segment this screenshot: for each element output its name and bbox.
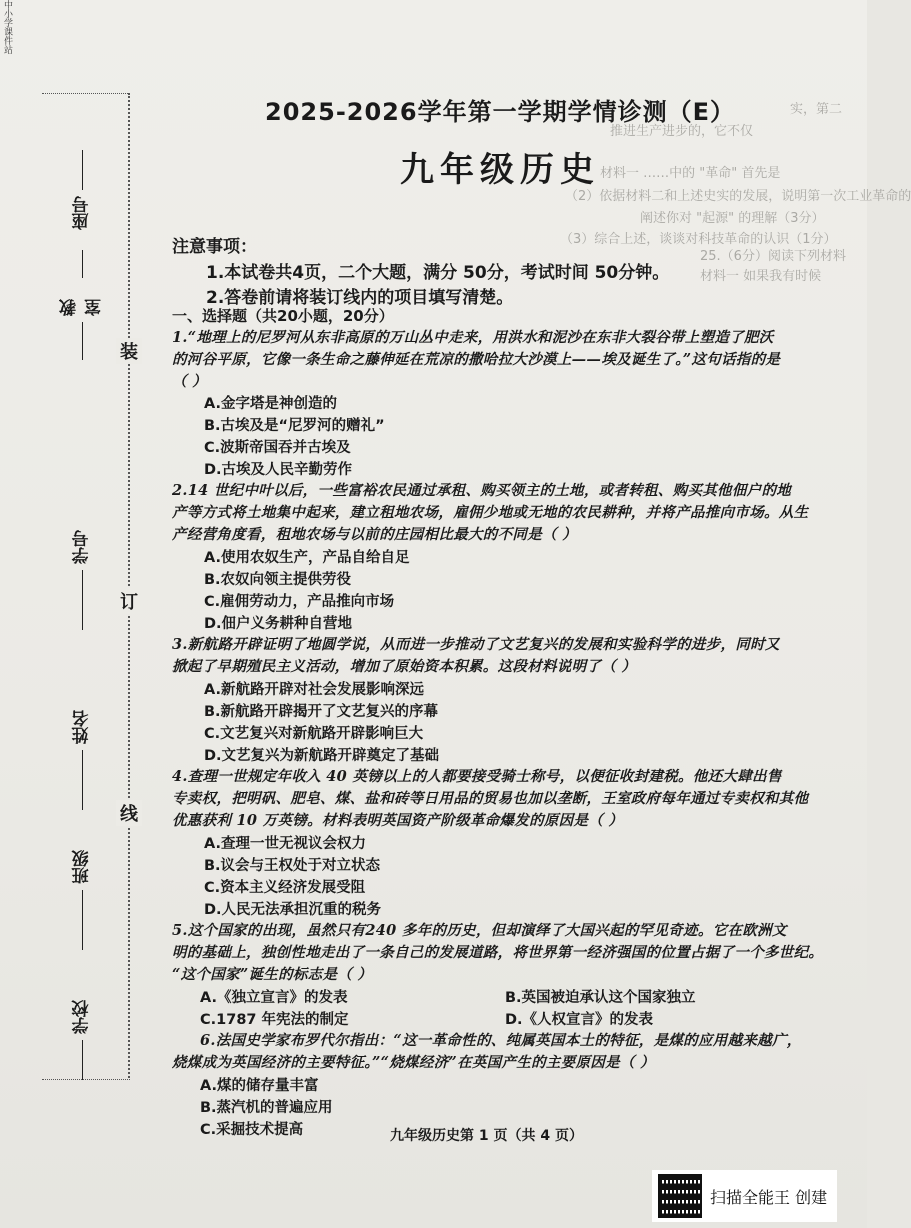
option[interactable]: D.文艺复兴为新航路开辟奠定了基础 [204,748,440,764]
option[interactable]: C.雇佣劳动力，产品推向市场 [204,594,395,610]
question-stem: 2.14 世纪中叶以后，一些富裕农民通过承租、购买领主的土地，或者转租、购买其他佃户的地 [172,482,792,499]
option[interactable]: B.新航路开辟揭开了文艺复兴的序幕 [204,704,439,720]
bleed-text: 阐述你对 "起源" 的理解（3分） [640,211,825,226]
option[interactable]: C.资本主义经济发展受阻 [204,880,366,896]
seat-field[interactable] [62,150,102,230]
option[interactable]: A.新航路开辟对社会发展影响深远 [204,682,424,698]
page-footer: 九年级历史第 1 页（共 4 页） [390,1128,583,1144]
question-stem: 掀起了早期殖民主义活动，增加了原始资本积累。这段材料说明了（ ） [172,658,637,675]
room-label: 教室 [60,299,105,317]
bleed-text: （3）综合上述，谈谈对科技革命的认识（1分） [560,232,837,247]
student-id-underline [81,570,83,630]
notice-item: 1.本试卷共4页，二个大题，满分 50分，考试时间 50分钟。 [206,263,670,283]
bleed-text: 材料一 ……中的 "革命" 首先是 [600,166,781,181]
option[interactable]: D.人民无法承担沉重的税务 [204,902,382,918]
option[interactable]: A.查理一世无视议会权力 [204,836,366,852]
option[interactable]: C.采掘技术提高 [200,1122,304,1138]
room-field[interactable] [60,250,105,360]
question-stem: 3.新航路开辟证明了地圆学说，从而进一步推动了文艺复兴的发展和实验科学的进步，同时又 [172,636,780,653]
question-stem: 烧煤成为英国经济的主要特征。”“烧煤经济”在英国产生的主要原因是（ ） [172,1054,655,1071]
name-field[interactable] [62,700,102,810]
option[interactable]: B.议会与王权处于对立状态 [204,858,381,874]
class-field[interactable] [62,840,102,950]
room-underline-2 [81,250,83,278]
school-field[interactable] [62,1000,102,1080]
scanner-label: 扫描全能王 创建 [710,1187,828,1207]
bleed-text: 25.（6分）阅读下列材料 [700,249,846,264]
option[interactable]: C.1787 年宪法的制定 [200,1012,349,1028]
option[interactable]: B.农奴向领主提供劳役 [204,572,352,588]
student-id-label: 学号 [72,530,93,564]
scanner-watermark [652,1170,837,1222]
name-underline [81,750,83,810]
binding-char: 订 [116,588,142,614]
question-stem: “这个国家”诞生的标志是（ ） [172,966,373,983]
binding-dotted-line [128,93,130,1078]
school-label: 学校 [72,1000,93,1034]
room-underline [81,322,83,360]
exam-subject: 九年级历史 [400,150,600,190]
option[interactable]: D.佃户义务耕种自营地 [204,616,353,632]
option[interactable]: C.文艺复兴对新航路开辟影响巨大 [204,726,424,742]
question-stem: 5.这个国家的出现，虽然只有240 多年的历史，但却演绎了大国兴起的罕见奇迹。它在欧洲文 [172,922,787,939]
seat-label: 座号 [72,196,93,230]
question-stem: 产等方式将土地集中起来，建立租地农场，雇佣少地或无地的农民耕种，并将产品推向市场。从生 [172,504,809,521]
corner-tag: 中小学课件站 [2,0,12,54]
notes-heading: 注意事项： [172,237,257,257]
section-heading: 一、选择题（共20小题，20分） [172,307,394,325]
question-stem: 6.法国史学家布罗代尔指出：“这一革命性的、纯属英国本土的特征，是煤的应用越来越广， [200,1032,802,1049]
option[interactable]: B.英国被迫承认这个国家独立 [505,990,696,1006]
question-stem: 4.查理一世规定年收入 40 英镑以上的人都要接受骑士称号，以便征收封建税。他还大肆出售 [172,768,782,785]
question-stem: 专卖权，把明矾、肥皂、煤、盐和砖等日用品的贸易也加以垄断，王室政府每年通过专卖权和其他 [172,790,809,807]
student-id-field[interactable] [62,520,102,630]
question-stem: 明的基础上，独创性地走出了一条自己的发展道路，将世界第一经济强国的位置占据了一个多世纪。 [172,944,824,961]
option[interactable]: C.波斯帝国吞并古埃及 [204,440,351,456]
question-stem: 的河谷平原，它像一条生命之藤伸延在荒凉的撒哈拉大沙漠上——埃及诞生了。”这句话指的是 [172,351,781,368]
bleed-text: 推进生产进步的，它不仅 [610,124,754,139]
option[interactable]: A.煤的储存量丰富 [200,1078,319,1094]
bleed-text: （2）依据材料二和上述史实的发展，说明第一次工业革命的 [565,189,911,204]
option[interactable]: A.金字塔是神创造的 [204,396,337,412]
name-label: 姓名 [72,710,93,744]
option[interactable]: B.蒸汽机的普遍应用 [200,1100,333,1116]
school-underline [81,1040,83,1080]
option[interactable]: D.《人权宣言》的发表 [505,1012,654,1028]
answer-bracket[interactable]: （ ） [172,373,207,390]
option[interactable]: B.古埃及是“尼罗河的赠礼” [204,418,385,434]
seat-underline [81,150,83,190]
option[interactable]: D.古埃及人民辛勤劳作 [204,462,353,478]
binding-char: 装 [116,338,142,364]
question-stem: 优惠获利 10 万英镑。材料表明英国资产阶级革命爆发的原因是（ ） [172,812,624,829]
option[interactable]: A.使用农奴生产，产品自给自足 [204,550,410,566]
notice-item: 2.答卷前请将装订线内的项目填写清楚。 [206,288,514,308]
class-label: 班级 [72,850,93,884]
question-stem: 产经营角度看，租地农场与以前的庄园相比最大的不同是（ ） [172,526,577,543]
bleed-text: 材料一 如果我有时候 [700,269,822,284]
bleed-text: 实，第二 [790,102,843,117]
class-underline [81,890,83,950]
question-stem: 1.“地理上的尼罗河从东非高原的万山丛中走来，用洪水和泥沙在东非大裂谷带上塑造了肥沃 [172,329,774,346]
exam-title: 2025-2026学年第一学期学情诊测（E） [265,98,735,126]
qr-code-icon [658,1174,702,1218]
binding-char: 线 [116,800,142,826]
option[interactable]: A.《独立宣言》的发表 [200,990,348,1006]
